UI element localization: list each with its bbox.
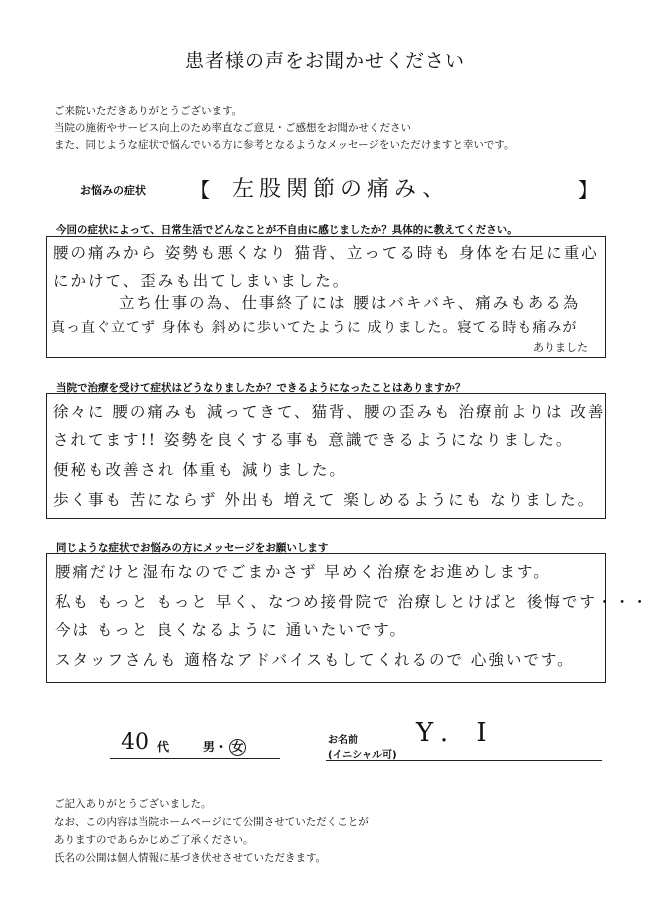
answer-line: 徐々に 腰の痛みも 減ってきて、猫背、腰の歪みも 治療前よりは 改善 — [53, 403, 606, 421]
age-gender-underline — [110, 758, 280, 759]
closing-line: 氏名の公開は個人情報に基づき伏せさせていただきます。 — [54, 852, 327, 864]
intro-line: ご来院いただきありがとうございます。 — [54, 105, 243, 117]
intro-line: 当院の施術やサービス向上のため率直なご意見・ご感想をお聞かせください — [54, 122, 411, 134]
closing-line: ありますのであらかじめご了承ください。 — [54, 834, 254, 846]
page-title: 患者様の声をお聞かせください — [184, 50, 465, 72]
answer-line: されてます!! 姿勢を良くする事も 意識できるようになりました。 — [53, 431, 574, 449]
question-2-answer-box — [46, 393, 606, 519]
gender-female-circled: 女 — [229, 739, 246, 756]
name-value: Y. I — [416, 718, 497, 748]
worry-label: お悩みの症状 — [80, 184, 146, 197]
answer-line: にかけて、歪みも出てしまいました。 — [53, 272, 351, 290]
name-label-line: お名前 — [328, 735, 358, 746]
gender-male: 男 — [203, 740, 216, 754]
answer-line: 腰の痛みから 姿勢も悪くなり 猫背、立ってる時も 身体を右足に重心 — [53, 244, 599, 262]
question-3-label: 同じような症状でお悩みの方にメッセージをお願いします — [56, 542, 329, 554]
gender-field — [203, 738, 246, 756]
answer-line: 歩く事も 苦にならず 外出も 増えて 楽しめるようにも なりました。 — [53, 491, 596, 509]
answer-line: 立ち仕事の為、仕事終了には 腰はバキバキ、痛みもある為 — [119, 294, 581, 312]
worry-value: 左股関節の痛み、 — [232, 177, 450, 202]
age-value: 40 — [121, 730, 149, 755]
answer-line: 便秘も改善され 体重も 減りました。 — [53, 461, 347, 479]
closing-text — [54, 795, 614, 867]
age-unit: 代 — [157, 740, 170, 754]
name-underline — [326, 760, 602, 761]
answer-line: ありました — [533, 341, 588, 354]
name-label-hint: (イニシャル可) — [328, 750, 397, 761]
question-1-answer-box — [46, 236, 606, 358]
gender-separator: ・ — [215, 740, 228, 754]
question-1-label: 今回の症状によって、日常生活でどんなことが不自由に感じましたか？具体的に教えてください。 — [56, 224, 518, 236]
closing-line: ご記入ありがとうございました。 — [54, 798, 212, 810]
answer-line: 私も もっと もっと 早く、なつめ接骨院で 治療しとけばと 後悔です・・・ — [55, 593, 650, 611]
question-2-label: 当院で治療を受けて症状はどうなりましたか？できるようになったことはありますか？ — [56, 382, 466, 394]
worry-open-bracket: 【 — [190, 178, 210, 202]
intro-line: また、同じような症状で悩んでいる方に参考となるようなメッセージをいただけますと幸いです。 — [54, 139, 515, 151]
worry-close-bracket: 】 — [578, 178, 598, 202]
answer-line: スタッフさんも 適格なアドバイスもしてくれるので 心強いです。 — [55, 651, 575, 669]
answer-line: 今は もっと 良くなるように 通いたいです。 — [55, 621, 408, 639]
intro-text — [54, 103, 614, 154]
name-label — [328, 733, 397, 763]
question-3-answer-box — [46, 553, 650, 683]
answer-line: 腰痛だけと湿布なのでごまかさず 早めく治療をお進めします。 — [55, 563, 551, 581]
answer-line: 真っ直ぐ立てず 身体も 斜めに歩いてたように 成りました。寝てる時も痛みが — [51, 320, 578, 336]
closing-line: なお、この内容は当院ホームページにて公開させていただくことが — [54, 816, 369, 828]
